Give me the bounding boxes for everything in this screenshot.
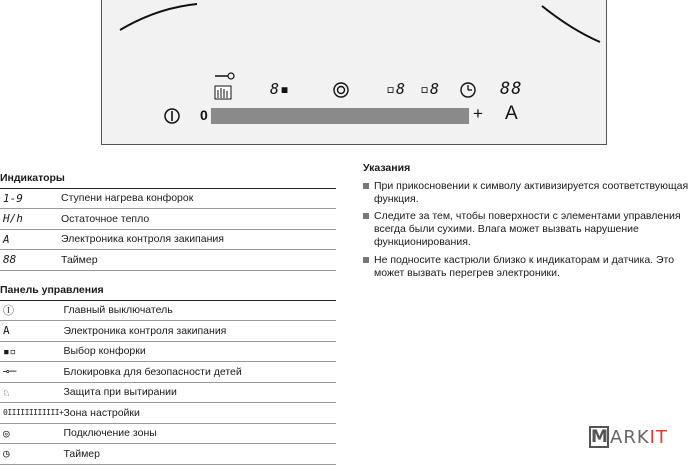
- zone-right1-display[interactable]: ▫8: [386, 80, 407, 98]
- a-letter-icon: A: [0, 321, 63, 342]
- panel-graphics: [102, 0, 608, 145]
- control-panel-table: [0, 280, 336, 465]
- indicator-label: Ступени нагрева конфорок: [61, 188, 336, 209]
- indicator-label: Электроника контроля закипания: [61, 229, 336, 250]
- indicator-symbol: H/h: [0, 209, 61, 230]
- wipe-protect-icon: ♘: [0, 382, 63, 403]
- table-row: [0, 250, 336, 271]
- control-label: Защита при вытирании: [63, 382, 336, 403]
- indicators-title: Индикаторы: [0, 168, 336, 188]
- zone-connect-icon[interactable]: [334, 83, 348, 97]
- list-item: При прикосновении к символу активизируется соответствующая функция.: [363, 180, 698, 206]
- zone-arc-left: [120, 4, 197, 30]
- table-row: [0, 362, 336, 383]
- table-row: [0, 423, 336, 444]
- zone-select-icon: ▪▫: [0, 341, 63, 362]
- notes-section: [363, 162, 698, 284]
- notes-title: Указания: [363, 162, 411, 174]
- zone-connect-icon: ◎: [0, 423, 63, 444]
- logo-text: ARKIT: [610, 426, 668, 448]
- control-label: Подключение зоны: [63, 423, 336, 444]
- indicator-symbol: 88: [0, 250, 61, 271]
- slider-scale-icon: 0IIIIIIIIIIII+: [0, 403, 63, 424]
- table-row: [0, 321, 336, 342]
- key-lock-icon: ⊸─: [0, 362, 63, 383]
- scale-start-label: 0: [200, 107, 208, 123]
- table-row: [0, 229, 336, 250]
- table-row: [0, 403, 336, 424]
- cooktop-control-panel: [101, 0, 607, 145]
- control-label: Главный выключатель: [63, 300, 336, 321]
- control-label: Блокировка для безопасности детей: [63, 362, 336, 383]
- clock-icon[interactable]: [461, 83, 475, 97]
- power-icon[interactable]: [165, 109, 179, 123]
- table-row: [0, 444, 336, 465]
- zone-arc-right: [542, 6, 600, 42]
- logo-m: M: [591, 427, 608, 447]
- lock-hand-icon: [215, 73, 234, 99]
- zone-left-display[interactable]: 8▪: [270, 80, 291, 98]
- indicator-symbol: 1-9: [0, 188, 61, 209]
- table-row: [0, 188, 336, 209]
- control-label: Электроника контроля закипания: [63, 321, 336, 342]
- list-item: Следите за тем, чтобы поверхности с элементами управления всегда были сухими. Влага может вызвать нарушение функционирования.: [363, 210, 698, 248]
- markit-logo: [589, 424, 668, 450]
- plus-button[interactable]: +: [473, 104, 483, 123]
- boil-control-a-button[interactable]: A: [505, 103, 518, 124]
- table-row: [0, 209, 336, 230]
- power-icon: Ⓘ: [0, 300, 63, 321]
- list-item: Не подносите кастрюли близко к индикаторам и датчика. Это может вызвать перегрев электроники.: [363, 254, 698, 280]
- timer-display: 88: [500, 79, 523, 99]
- table-row: [0, 341, 336, 362]
- control-label: Таймер: [63, 444, 336, 465]
- indicators-table: [0, 168, 336, 271]
- control-label: Выбор конфорки: [63, 341, 336, 362]
- clock-icon: ◷: [0, 444, 63, 465]
- indicator-label: Остаточное тепло: [61, 209, 336, 230]
- slider-scale[interactable]: [212, 108, 468, 124]
- indicator-label: Таймер: [61, 250, 336, 271]
- zone-right2-display[interactable]: ▫8: [420, 80, 441, 98]
- table-row: [0, 382, 336, 403]
- table-row: [0, 300, 336, 321]
- notes-list: [363, 180, 698, 280]
- indicator-symbol: A: [0, 229, 61, 250]
- control-label: Зона настройки: [63, 403, 336, 424]
- control-panel-title: Панель управления: [0, 280, 336, 300]
